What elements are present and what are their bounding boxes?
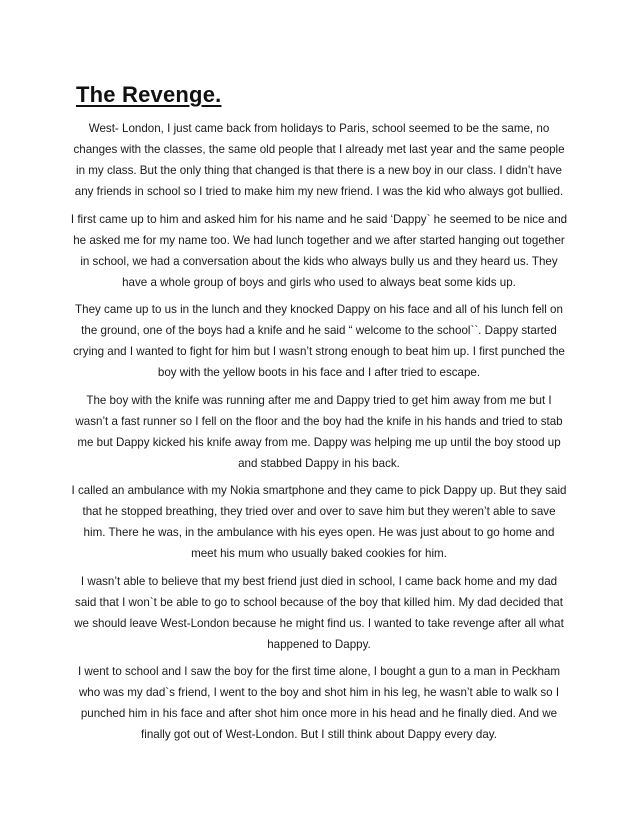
paragraph-3: They came up to us in the lunch and they knocked Dappy on his face and all of his lunch fell on the ground, one of the boys had a knife and he said “ welcome to the school``. Dappy started crying and I wanted to fight for him but I wasn’t strong enough to beat him up. I first punched the boy with the yellow boots in his face and I after tried to escape. <box>73 303 565 379</box>
paragraph-5: I called an ambulance with my Nokia smartphone and they came to pick Dappy up. But they said that he stopped breathing, they tried over and over to save him but they weren’t able to save him. There he was, in the ambulance with his eyes open. He was just about to go home and meet his mum who usually baked cookies for him. <box>71 484 567 560</box>
document-title: The Revenge. <box>76 82 222 107</box>
document-body <box>70 118 568 752</box>
paragraph-6: I wasn’t able to believe that my best friend just died in school, I came back home and my dad said that I won`t be able to go to school because of the boy that killed him. My dad decided that we should leave West-London because he might find us. I wanted to take revenge after all what happened to Dappy. <box>74 574 564 651</box>
paragraph-1: West- London, I just came back from holidays to Paris, school seemed to be the same, no changes with the classes, the same old people that I already met last year and the same people in my class. But the only thing that changed is that there is a new boy in our class. I didn’t have any friends in school so I tried to make him my new friend. I was the kid who always got bullied. <box>73 122 565 198</box>
paragraph-2: I first came up to him and asked him for his name and he said ‘Dappy` he seemed to be nice and he asked me for my name too. We had lunch together and we after started hanging out together in school, we had a conversation about the kids who always bully us and they heard us. They have a whole group of boys and girls who used to always beat some kids up. <box>70 212 568 289</box>
paragraph-7: I went to school and I saw the boy for the first time alone, I bought a gun to a man in Peckham who was my dad`s friend, I went to the boy and shot him in his leg, he wasn’t able to walk so I punched him in his face and after shot him once more in his head and he finally died. And we finally got out of West-London. But I still think about Dappy every day. <box>77 665 561 741</box>
paragraph-4: The boy with the knife was running after me and Dappy tried to get him away from me but I wasn’t a fast runner so I fell on the floor and the boy had the knife in his hands and tried to stab me but Dappy kicked his knife away from me. Dappy was helping me up until the boy stood up and stabbed Dappy in his back. <box>75 393 563 470</box>
